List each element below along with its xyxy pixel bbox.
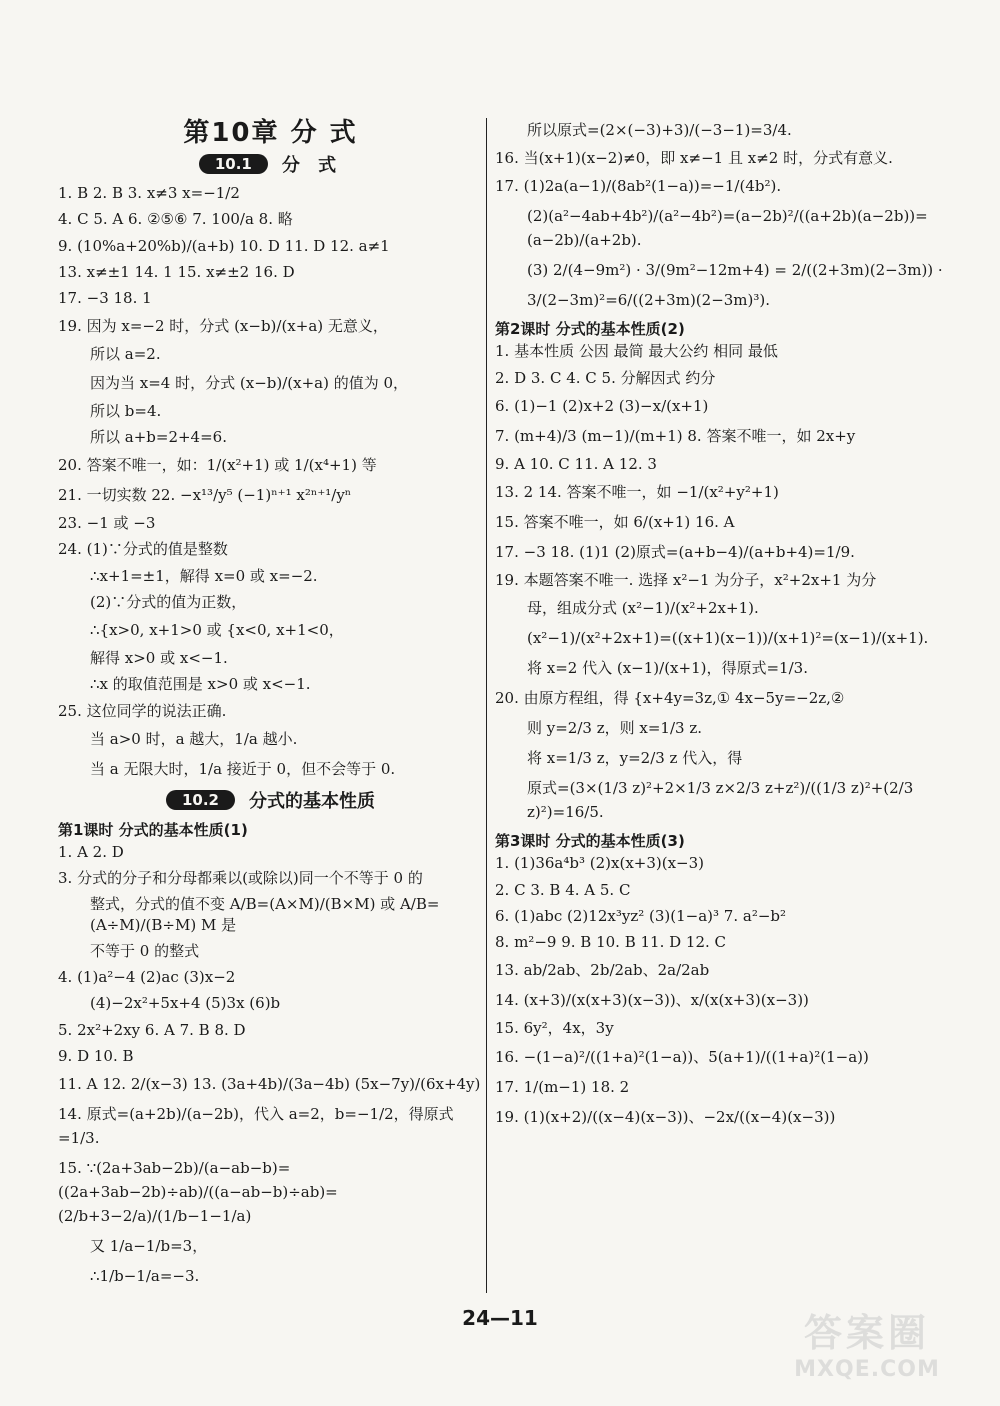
chapter-title: 第10章 分 式 bbox=[183, 118, 358, 148]
lesson-title: 第2课时 分式的基本性质(2) bbox=[495, 320, 685, 339]
answer-line: 将 x=2 代入 (x−1)/(x+1)，得原式=1/3. bbox=[527, 659, 808, 678]
right-column bbox=[495, 118, 975, 1135]
page-number: 24—11 bbox=[462, 1306, 538, 1330]
answer-line: 4. C 5. A 6. ②⑤⑥ 7. 100/a 8. 略 bbox=[58, 210, 293, 229]
left-column bbox=[58, 112, 483, 1294]
watermark-url: MXQE.COM bbox=[794, 1357, 940, 1382]
lesson-2-answers bbox=[495, 341, 975, 824]
answer-line: 母，组成分式 (x²−1)/(x²+2x+1). bbox=[527, 599, 759, 618]
answer-line: 13. x≠±1 14. 1 15. x≠±2 16. D bbox=[58, 262, 295, 281]
answer-line: ∴x 的取值范围是 x>0 或 x<−1. bbox=[90, 675, 311, 694]
section-heading-10-1 bbox=[58, 151, 483, 177]
answer-line: 又 1/a−1/b=3， bbox=[90, 1237, 208, 1255]
section-heading-10-2 bbox=[58, 787, 483, 813]
answer-line: 16. 当(x+1)(x−2)≠0，即 x≠−1 且 x≠2 时，分式有意义. bbox=[495, 149, 893, 167]
answer-line: 14. 原式=(a+2b)/(a−2b)，代入 a=2，b=−1/2，得原式=1/3. bbox=[58, 1105, 454, 1147]
answer-line: 15. 6y²，4x，3y bbox=[495, 1019, 614, 1038]
answer-line: 将 x=1/3 z，y=2/3 z 代入，得 bbox=[527, 749, 743, 768]
section-badge: 10.2 bbox=[166, 790, 235, 810]
answer-line: (3) 2/(4−9m²) · 3/(9m²−12m+4) = 2/((2+3m)(2−3m)) · bbox=[527, 261, 943, 280]
lesson-1-answers bbox=[58, 842, 483, 1288]
answer-line: 14. (x+3)/(x(x+3)(x−3))、x/(x(x+3)(x−3)) bbox=[495, 991, 809, 1010]
answer-line: 当 a>0 时，a 越大，1/a 越小. bbox=[90, 729, 298, 748]
watermark bbox=[752, 1302, 982, 1392]
lesson-title: 第3课时 分式的基本性质(3) bbox=[495, 832, 685, 851]
section-title: 分 式 bbox=[281, 155, 343, 176]
answer-line: 整式，分式的值不变 A/B=(A×M)/(B×M) 或 A/B=(A÷M)/(B÷M) M 是 bbox=[90, 895, 440, 934]
section-1-answers bbox=[58, 183, 483, 781]
answer-line: 13. 2 14. 答案不唯一，如 −1/(x²+y²+1) bbox=[495, 483, 779, 501]
answer-line: 6. (1)abc (2)12x³yz² (3)(1−a)³ 7. a²−b² bbox=[495, 906, 787, 925]
answer-line: 13. ab/2ab、2b/2ab、2a/2ab bbox=[495, 961, 710, 980]
answer-line: 20. 由原方程组，得 {x+4y=3z,① 4x−5y=−2z,② bbox=[495, 689, 845, 708]
answer-line: 因为当 x=4 时，分式 (x−b)/(x+a) 的值为 0， bbox=[90, 373, 409, 392]
answer-line: 1. A 2. D bbox=[58, 842, 124, 861]
answer-line: 5. 2x²+2xy 6. A 7. B 8. D bbox=[58, 1020, 246, 1039]
answer-line: 20. 答案不唯一，如：1/(x²+1) 或 1/(x⁴+1) 等 bbox=[58, 456, 377, 474]
lesson-3-answers bbox=[495, 853, 975, 1128]
answer-line: 当 a 无限大时，1/a 接近于 0，但不会等于 0. bbox=[90, 759, 396, 778]
answer-line: 17. −3 18. (1)1 (2)原式=(a+b−4)/(a+b+4)=1/9. bbox=[495, 543, 855, 561]
answer-line: (x²−1)/(x²+2x+1)=((x+1)(x−1))/(x+1)²=(x−1)/(x+1). bbox=[527, 629, 929, 648]
answer-line: 25. 这位同学的说法正确. bbox=[58, 701, 227, 720]
column-divider bbox=[486, 118, 487, 1293]
section-title: 分式的基本性质 bbox=[249, 790, 375, 812]
answer-line: 17. (1)2a(a−1)/(8ab²(1−a))=−1/(4b²). bbox=[495, 177, 782, 196]
answer-line: ∴{x>0, x+1>0 或 {x<0, x+1<0， bbox=[90, 621, 344, 639]
answer-line: 8. m²−9 9. B 10. B 11. D 12. C bbox=[495, 933, 726, 951]
watermark-logo: 答案圈 bbox=[803, 1311, 930, 1355]
answer-line: 19. 本题答案不唯一. 选择 x²−1 为分子，x²+2x+1 为分 bbox=[495, 571, 877, 589]
answer-line: 9. A 10. C 11. A 12. 3 bbox=[495, 454, 657, 473]
section-1-answers-continued bbox=[495, 118, 975, 312]
answer-line: 2. C 3. B 4. A 5. C bbox=[495, 880, 631, 899]
answer-line: 17. 1/(m−1) 18. 2 bbox=[495, 1077, 630, 1096]
answer-line: 11. A 12. 2/(x−3) 13. (3a+4b)/(3a−4b) (5x−7y)/(6x+4y) bbox=[58, 1075, 481, 1093]
answer-line: 所以 b=4. bbox=[90, 401, 162, 420]
answer-line: (4)−2x²+5x+4 (5)3x (6)b bbox=[90, 994, 281, 1013]
answer-line: 不等于 0 的整式 bbox=[90, 941, 200, 960]
answer-line: 19. 因为 x=−2 时，分式 (x−b)/(x+a) 无意义， bbox=[58, 317, 388, 336]
answer-line: 所以原式=(2×(−3)+3)/(−3−1)=3/4. bbox=[527, 121, 792, 139]
answer-line: 3/(2−3m)²=6/((2+3m)(2−3m)³). bbox=[527, 291, 771, 310]
answer-line: 21. 一切实数 22. −x¹³/y⁵ (−1)ⁿ⁺¹ x²ⁿ⁺¹/yⁿ bbox=[58, 486, 352, 504]
answer-line: 15. 答案不唯一，如 6/(x+1) 16. A bbox=[495, 513, 735, 531]
answer-line: 解得 x>0 或 x<−1. bbox=[90, 649, 228, 667]
answer-line: 4. (1)a²−4 (2)ac (3)x−2 bbox=[58, 968, 236, 986]
answer-line: 15. ∵(2a+3ab−2b)/(a−ab−b)=((2a+3ab−2b)÷ab)/((a−ab−b)÷ab)=(2/b+3−2/a)/(1/b−1−1/a) bbox=[58, 1159, 338, 1225]
answer-line: (2)(a²−4ab+4b²)/(a²−4b²)=(a−2b)²/((a+2b)(a−2b))=(a−2b)/(a+2b). bbox=[527, 207, 928, 250]
answer-line: 所以 a=2. bbox=[90, 345, 161, 364]
answer-line: 7. (m+4)/3 (m−1)/(m+1) 8. 答案不唯一，如 2x+y bbox=[495, 426, 856, 445]
answer-line: 3. 分式的分子和分母都乘以(或除以)同一个不等于 0 的 bbox=[58, 869, 423, 887]
answer-line: 则 y=2/3 z，则 x=1/3 z. bbox=[527, 719, 702, 738]
answer-line: ∴1/b−1/a=−3. bbox=[90, 1267, 200, 1285]
answer-line: 1. (1)36a⁴b³ (2)x(x+3)(x−3) bbox=[495, 854, 705, 873]
answer-line: 1. 基本性质 公因 最简 最大公约 相同 最低 bbox=[495, 342, 778, 361]
answer-line: 16. −(1−a)²/((1+a)²(1−a))、5(a+1)/((1+a)²(1−a)) bbox=[495, 1047, 869, 1066]
answer-line: ∴x+1=±1，解得 x=0 或 x=−2. bbox=[90, 566, 318, 585]
answer-line: 9. (10%a+20%b)/(a+b) 10. D 11. D 12. a≠1 bbox=[58, 236, 390, 255]
section-badge: 10.1 bbox=[199, 154, 268, 174]
answer-line: 原式=(3×(1/3 z)²+2×1/3 z×2/3 z+z²)/((1/3 z)²+(2/3 z)²)=16/5. bbox=[527, 779, 914, 822]
answer-line: 6. (1)−1 (2)x+2 (3)−x/(x+1) bbox=[495, 396, 709, 415]
lesson-title: 第1课时 分式的基本性质(1) bbox=[58, 820, 248, 839]
answer-line: 2. D 3. C 4. C 5. 分解因式 约分 bbox=[495, 368, 716, 387]
answer-line: 1. B 2. B 3. x≠3 x=−1/2 bbox=[58, 184, 240, 202]
answer-line: 24. (1)∵分式的值是整数 bbox=[58, 540, 228, 559]
answer-line: 9. D 10. B bbox=[58, 1046, 134, 1065]
answer-line: 23. −1 或 −3 bbox=[58, 514, 156, 532]
answer-line: 所以 a+b=2+4=6. bbox=[90, 427, 227, 446]
answer-line: 17. −3 18. 1 bbox=[58, 289, 152, 307]
answer-line: (2)∵分式的值为正数， bbox=[90, 592, 247, 611]
answer-line: 19. (1)(x+2)/((x−4)(x−3))、−2x/((x−4)(x−3)) bbox=[495, 1107, 836, 1126]
